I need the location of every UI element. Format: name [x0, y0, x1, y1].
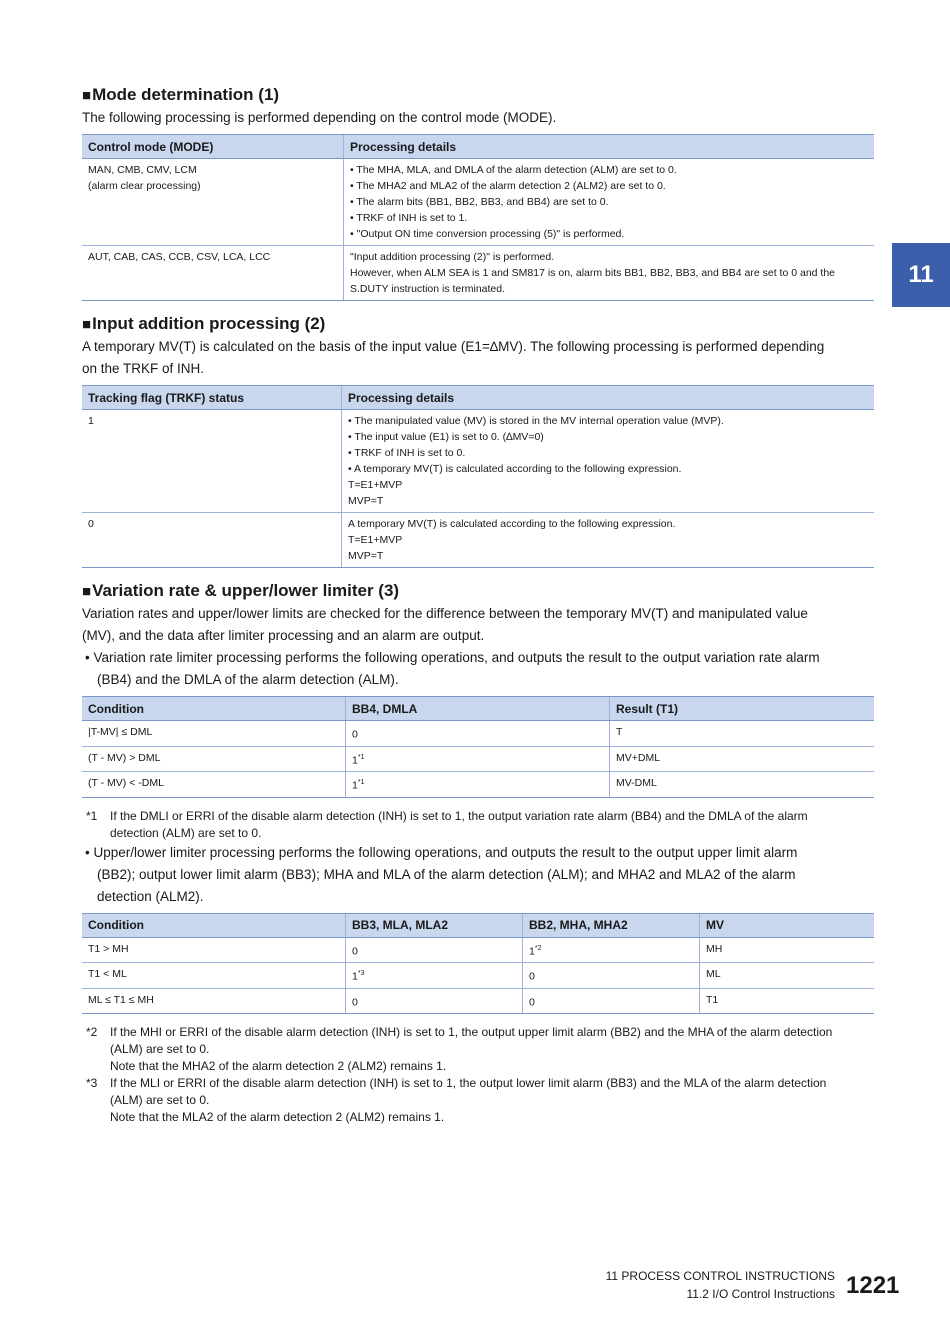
table-header: Result (T1) — [610, 697, 875, 721]
trkf-table — [82, 385, 874, 568]
table-row: |T-MV| ≤ DML 0 T — [82, 721, 874, 747]
table-row: (T - MV) < -DML 1$^{*1}$ MV-DML — [82, 772, 874, 798]
table-header: Control mode (MODE) — [82, 135, 344, 159]
table-row: (T - MV) > DML 1$^{*1}$ MV+DML — [82, 746, 874, 772]
square-bullet-icon: ■ — [82, 87, 92, 104]
page-content — [82, 84, 874, 1126]
upper-lower-limit-table — [82, 913, 874, 1015]
section-intro: Variation rates and upper/lower limits are checked for the difference between the temporary MV(T) and manipulated value — [82, 606, 808, 621]
footnote: *3 If the MLI or ERRI of the disable alarm detection (INH) is set to 1, the output lower limit alarm (BB3) and the MLA of the alarm detection (ALM) are set to 0. Note that the MLA2 of the alarm detection 2 (ALM2) remains 1. — [86, 1076, 827, 1124]
table-row: T1 < ML 1$^{*3}$ 0 ML — [82, 963, 874, 989]
section-title-variation-limiter: ■Variation rate & upper/lower limiter (3) — [82, 581, 400, 600]
table-row: 1 • The manipulated value (MV) is stored in the MV internal operation value (MVP). • The input value (E1) is set to 0. (∆MV=0) • TRKF of INH is set to 0. • A temporary MV(T) is calculated according to the following expression. T=E1+MVP MVP=T — [82, 410, 874, 513]
table-header: Condition — [82, 697, 346, 721]
footer-section: 11.2 I/O Control Instructions — [686, 1287, 835, 1301]
table-header: Processing details — [344, 135, 875, 159]
bullet-item: • Variation rate limiter processing performs the following operations, and outputs the result to the output variation rate alarm (BB4) and the DMLA of the alarm detection (ALM). — [85, 650, 820, 687]
footnote: *1 If the DMLI or ERRI of the disable alarm detection (INH) is set to 1, the output variation rate alarm (BB4) and the DMLA of the alarm detection (ALM) are set to 0. — [86, 808, 808, 840]
table-row: 0 A temporary MV(T) is calculated according to the following expression. T=E1+MVP MVP=T — [82, 513, 874, 568]
table-row: ML ≤ T1 ≤ MH 0 0 T1 — [82, 988, 874, 1014]
section-intro: A temporary MV(T) is calculated on the basis of the input value (E1=∆MV). The following processing is performed depending — [82, 339, 825, 354]
variation-rate-table — [82, 696, 874, 798]
table-header: BB4, DMLA — [346, 697, 610, 721]
section-intro: on the TRKF of INH. — [82, 361, 205, 376]
section-intro: (MV), and the data after limiter processing and an alarm are output. — [82, 628, 485, 643]
table-header: Tracking flag (TRKF) status — [82, 386, 342, 410]
table-header: BB2, MHA, MHA2 — [523, 913, 700, 937]
chapter-tab: 11 — [892, 243, 950, 307]
square-bullet-icon: ■ — [82, 583, 92, 600]
table-header: BB3, MLA, MLA2 — [346, 913, 523, 937]
table-header: Processing details — [342, 386, 875, 410]
page-number: 1221 — [846, 1272, 900, 1299]
square-bullet-icon: ■ — [82, 316, 92, 333]
table-header: Condition — [82, 913, 346, 937]
table-row: AUT, CAB, CAS, CCB, CSV, LCA, LCC "Input addition processing (2)" is performed. However, when ALM SEA is 1 and SM817 is on, alarm bits BB1, BB2, BB3, and BB4 are set to 0 and the S.DUTY instruction is terminated. — [82, 246, 874, 301]
page-footer — [606, 1267, 835, 1303]
footer-chapter: 11 PROCESS CONTROL INSTRUCTIONS — [605, 1269, 835, 1283]
section-title-mode-determination: ■Mode determination (1) — [82, 85, 280, 104]
table-row: T1 > MH 0 1$^{*2}$ MH — [82, 937, 874, 963]
bullet-item: • Upper/lower limiter processing performs the following operations, and outputs the result to the output upper limit alarm (BB2); output lower limit alarm (BB3); MHA and MLA of the alarm detection (ALM); and MHA2 and MLA2 of the alarm detection (ALM2). — [85, 844, 798, 904]
mode-table — [82, 134, 874, 301]
footnote: *2 If the MHI or ERRI of the disable alarm detection (INH) is set to 1, the output upper limit alarm (BB2) and the MHA of the alarm detection (ALM) are set to 0. Note that the MHA2 of the alarm detection 2 (ALM2) remains 1. — [86, 1025, 833, 1073]
table-header: MV — [700, 913, 875, 937]
section-title-input-addition: ■Input addition processing (2) — [82, 314, 326, 333]
section-intro: The following processing is performed depending on the control mode (MODE). — [82, 110, 557, 125]
table-row: MAN, CMB, CMV, LCM (alarm clear processing) • The MHA, MLA, and DMLA of the alarm detection (ALM) are set to 0. • The MHA2 and MLA2 of the alarm detection 2 (ALM2) are set to 0. • The alarm bits (BB1, BB2, BB3, and BB4) are set to 0. • TRKF of INH is set to 1. • "Output ON time conversion processing (5)" is performed. — [82, 159, 874, 246]
